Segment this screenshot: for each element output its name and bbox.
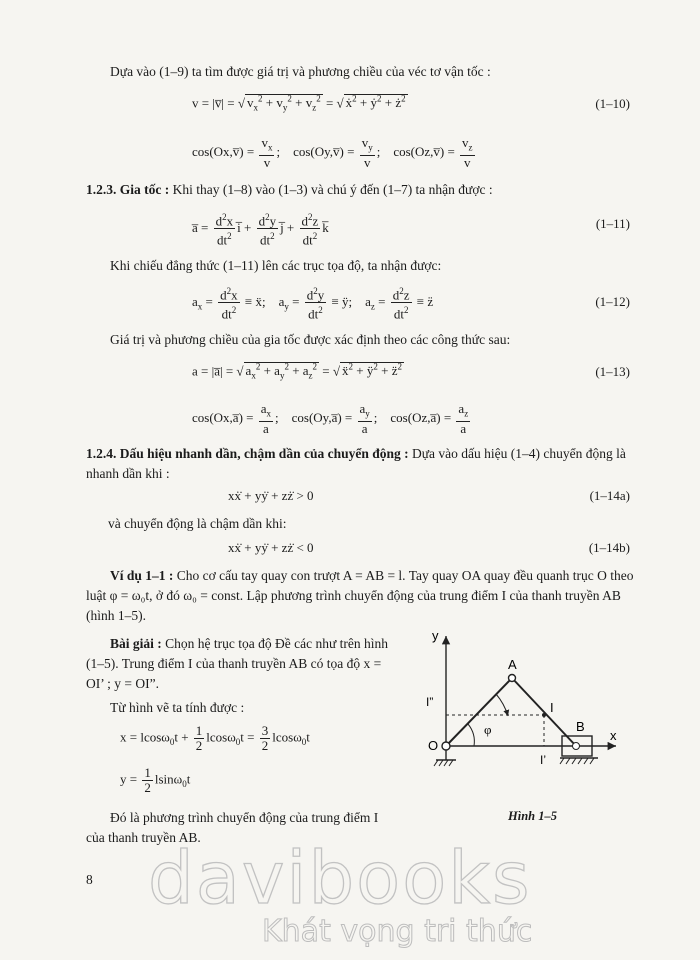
equation-number: (1–12)	[595, 294, 630, 309]
equation-speeding-up: xẋ̇ + yẏ̇ + zż̇ > 0	[228, 488, 314, 503]
intro-text: Dựa vào (1–9) ta tìm được giá trị và phương chiều của véc tơ vận tốc :	[110, 64, 491, 79]
equation-acceleration-vector: a̅ = $\frac{d^2x}{dt^2}$ i̅ + $\frac{d^2y}{dt^2}$ j̅ + $\frac{d^2z}{dt^2}$ k̅	[192, 212, 329, 248]
joint-o	[442, 742, 450, 750]
equation-y: y = $\frac{1}{2}$ lsinω$_0$t	[120, 765, 191, 795]
paragraph: Từ hình vẽ ta tính được :	[110, 700, 245, 715]
equation-number: (1–10)	[595, 96, 630, 111]
equation-number: (1–11)	[595, 216, 630, 231]
paragraph: Giá trị và phương chiều của gia tốc được xác định theo các công thức sau:	[110, 332, 511, 347]
crank-oa	[446, 678, 512, 746]
example-paragraph	[86, 566, 638, 626]
heading-text: Khi thay (1–8) vào (1–3) và chú ý đến (1–7) ta nhận được :	[169, 182, 493, 197]
example-text: Cho cơ cấu tay quay con trượt A = AB = l. Tay quay OA quay đều quanh trục O theo luật φ = ω₀t, ở đó ω₀ = const. Lập phương trình chuyển động của trung điểm I của thanh truyền AB (hình 1–5).	[86, 568, 634, 623]
label-b: B	[576, 719, 585, 734]
equation-number: (1–14a)	[589, 488, 630, 503]
example-label: Ví dụ 1–1 :	[110, 568, 174, 583]
equation-number: (1–14b)	[588, 540, 630, 555]
equation-acceleration-components: $a_x$ = $\frac{d^2x}{dt^2}$ ≡ ẍ; $a_y$ = $\frac{d^2y}{dt^2}$ ≡ ÿ; $a_z$ = $\frac{d^2z}{dt^2}$ ≡ z̈	[192, 286, 434, 322]
watermark-brand: davibooks	[148, 836, 532, 920]
page-number: 8	[86, 872, 93, 887]
equation-velocity-direction: cos(Ox,v̅) = $\frac{v_x}{v}$ ; cos(Oy,v̅) = $\frac{v_y}{v}$ ; cos(Oz,v̅) = $\frac{v_z}{v}$	[192, 135, 473, 170]
label-phi: φ	[484, 722, 492, 737]
heading-label: 1.2.4. Dấu hiệu nhanh dần, chậm dần của chuyển động :	[86, 446, 409, 461]
solution-text: Chọn hệ trục tọa độ Đề các như trên hình (1–5). Trung điểm I của thanh truyền AB có tọa độ x = OI’ ; y = OI”.	[86, 636, 389, 691]
figure-crank-slider	[410, 624, 630, 824]
equation-number: (1–13)	[595, 364, 630, 379]
label-i-double-prime: I”	[426, 695, 434, 709]
paragraph: và chuyển động là chậm dần khi:	[108, 516, 287, 531]
paragraph: Khi chiếu đẳng thức (1–11) lên các trục tọa độ, ta nhận được:	[110, 258, 442, 273]
equation-acceleration-direction: cos(Ox,a̅) = $\frac{a_x}{a}$ ; cos(Oy,a̅) = $\frac{a_y}{a}$ ; cos(Oz,a̅) = $\frac{a_z}{a}$	[192, 401, 469, 436]
label-i-prime: I’	[540, 753, 546, 767]
label-y: y	[432, 628, 439, 643]
equation-slowing-down: xẋ̇ + yẏ̇ + zż̇ < 0	[228, 540, 314, 555]
figure-caption: Hình 1–5	[508, 809, 557, 823]
section-heading-speed-sign	[86, 444, 634, 484]
label-a: A	[508, 657, 517, 672]
label-x: x	[610, 728, 617, 743]
equation-acceleration-magnitude: a = |a̅| = √ $a_x^2 + a_y^2 + a_z^2$ = √ ẍ$^2$ + $ÿ^2$ + z̈$^2$	[192, 362, 402, 381]
solution-paragraph	[86, 634, 398, 694]
heading-label: 1.2.3. Gia tốc :	[86, 182, 170, 197]
label-i: I	[550, 700, 554, 715]
equation-velocity-magnitude: v = |v̅| = √ $v_x^2 + v_y^2 + v_z^2$ = √ ẋ$^2$ + ẏ$^2$ + $ż^2$	[192, 94, 406, 113]
watermark-slogan: Khát vọng tri thức	[262, 914, 533, 949]
section-heading-acceleration	[86, 180, 646, 200]
joint-a	[509, 675, 516, 682]
heading-text: Dựa vào dấu hiệu (1–4) chuyển động là nhanh dần khi :	[86, 446, 626, 481]
label-o: O	[428, 738, 439, 753]
equation-x: x = lcosω$_0$t + $\frac{1}{2}$ lcosω$_0$t = $\frac{3}{2}$ lcosω$_0$t	[120, 723, 310, 753]
conclusion-paragraph: Đó là phương trình chuyển động của trung điểm I của thanh truyền AB.	[86, 810, 379, 845]
solution-label: Bài giải :	[110, 636, 162, 651]
